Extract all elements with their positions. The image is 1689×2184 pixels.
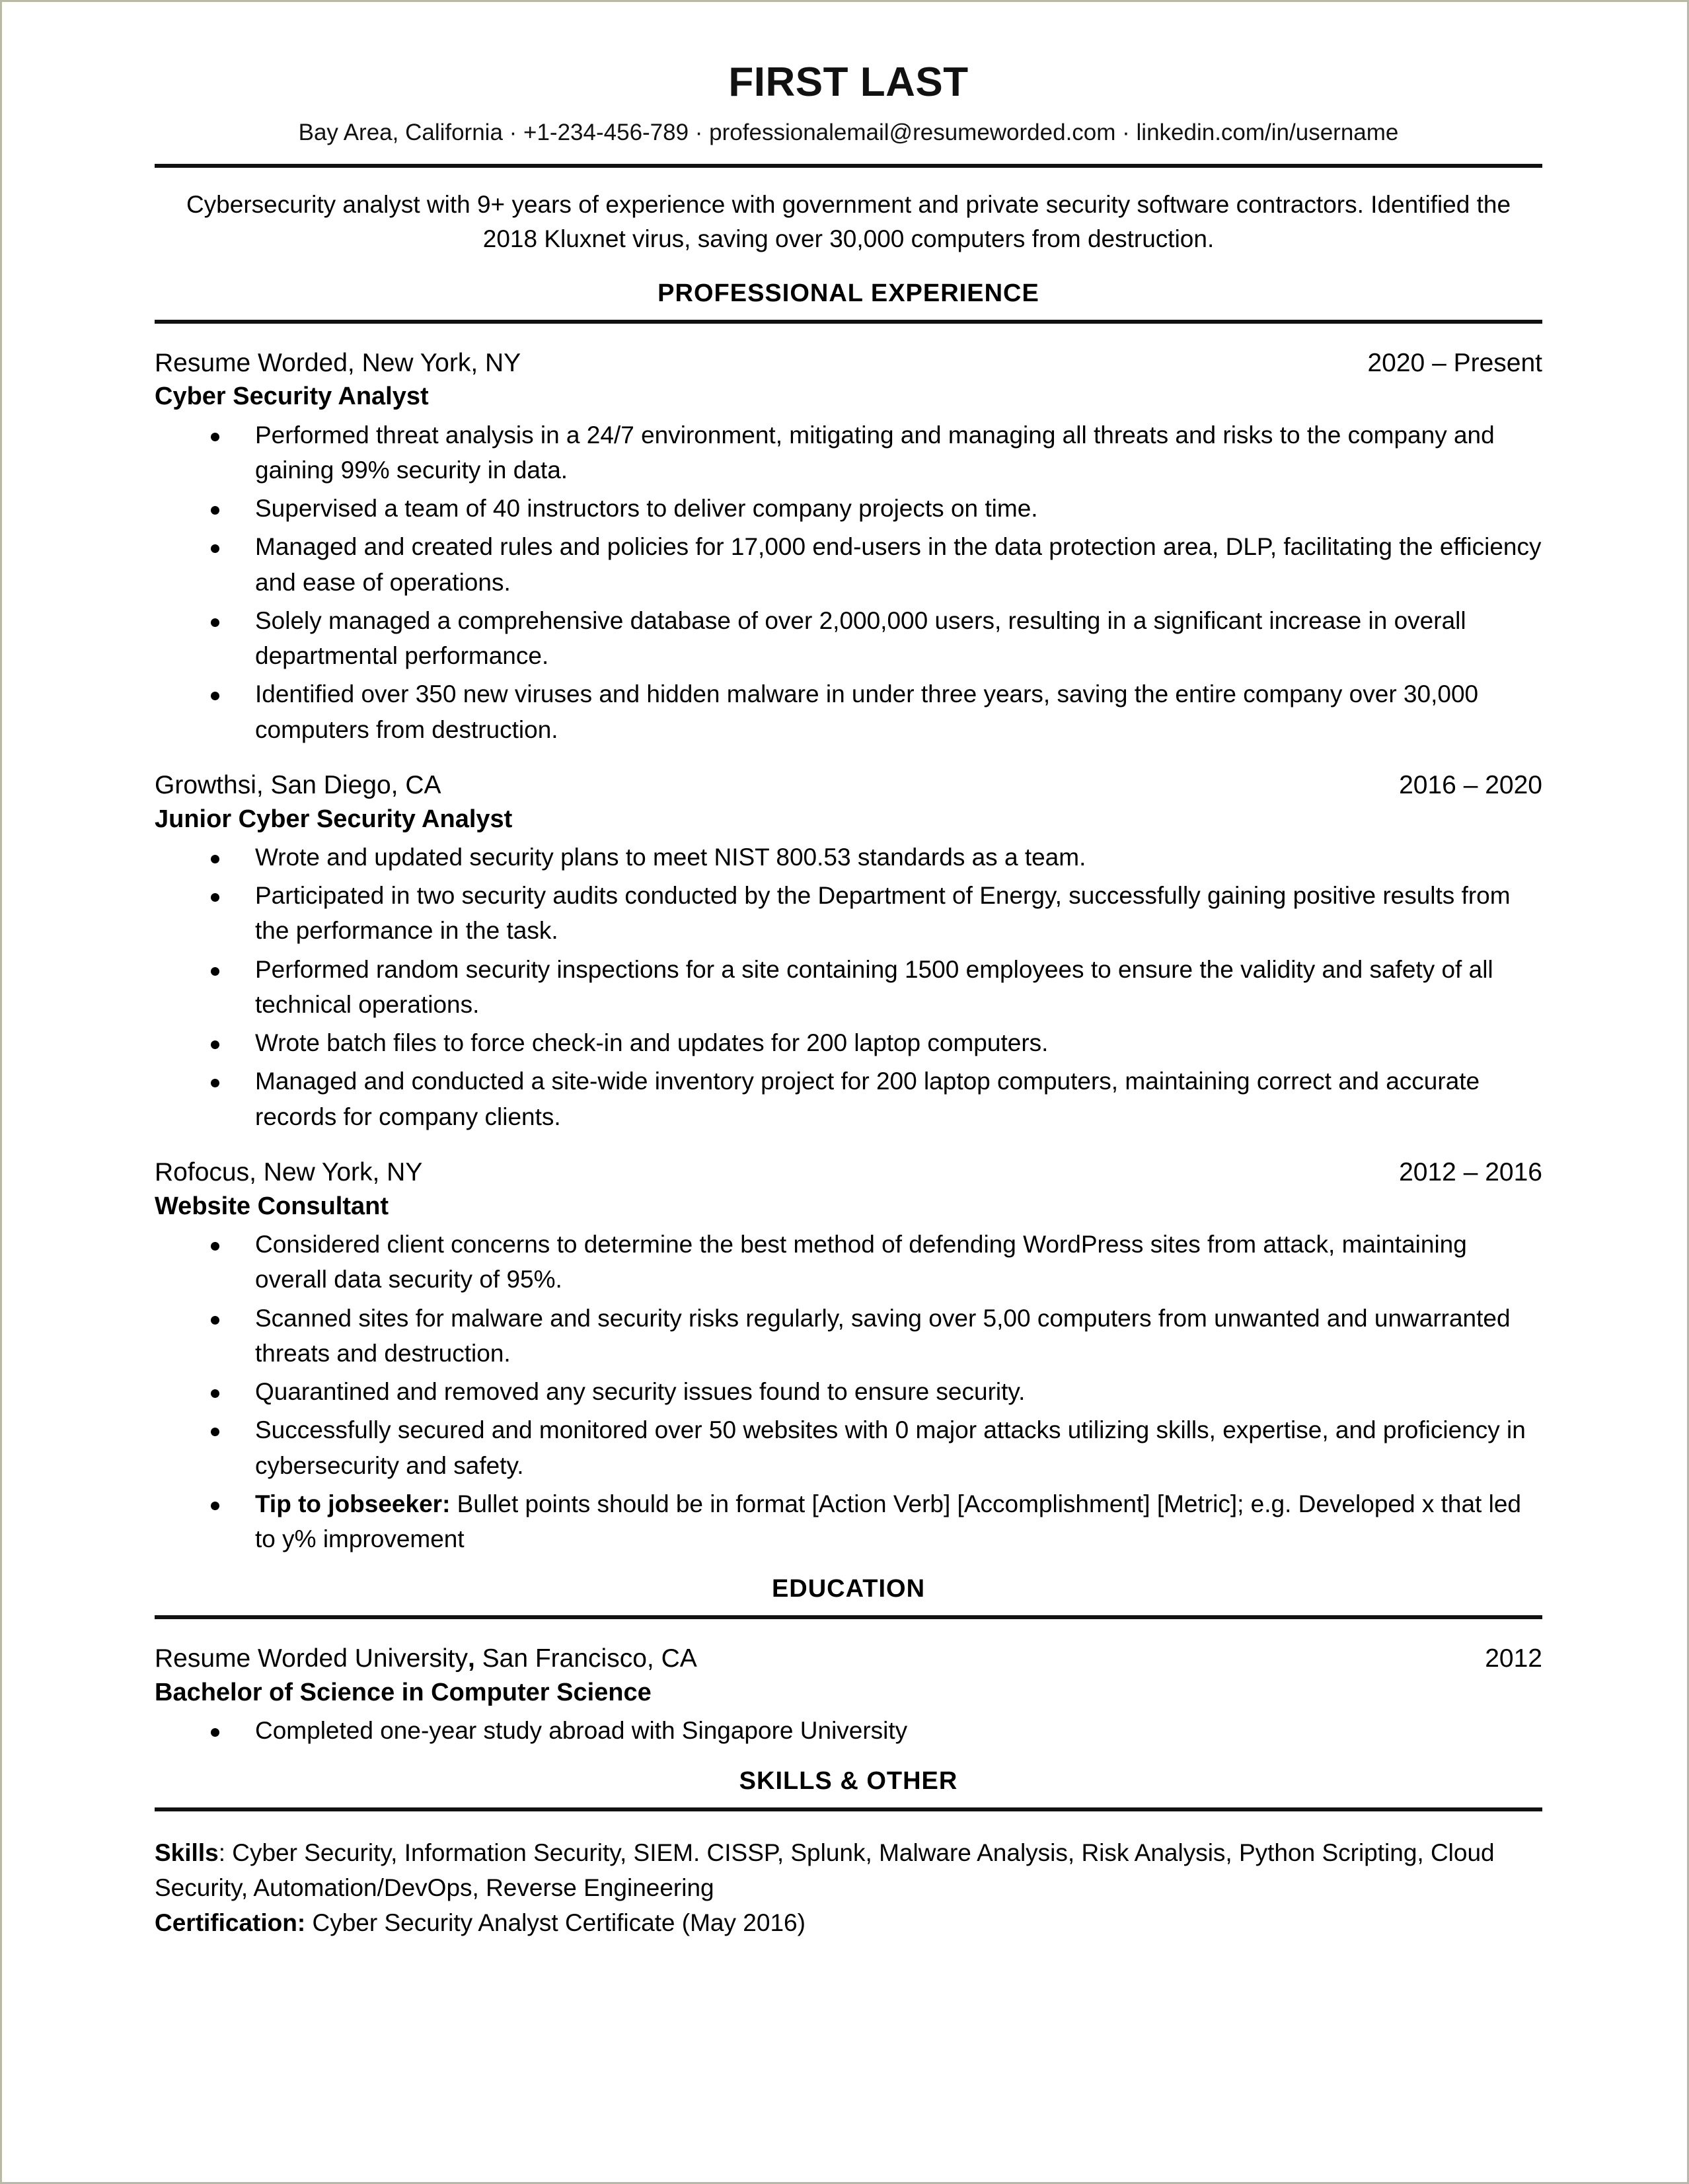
education-bullet-list: [155, 1713, 1542, 1748]
list-item: Identified over 350 new viruses and hidden malware in under three years, saving the entire company over 30,000 computers from destruction.: [155, 676, 1542, 747]
experience-entry: [155, 1157, 1542, 1556]
education-school-line: [155, 1643, 697, 1675]
list-item: Managed and conducted a site-wide inventory project for 200 laptop computers, maintaining correct and accurate records for company clients.: [155, 1064, 1542, 1134]
list-item: Supervised a team of 40 instructors to deliver company projects on time.: [155, 491, 1542, 526]
experience-bullet-list: [155, 1227, 1542, 1556]
list-item: Considered client concerns to determine the best method of defending WordPress sites from attack, maintaining overall data security of 95%.: [155, 1227, 1542, 1297]
experience-job-title: Website Consultant: [155, 1192, 389, 1220]
header-divider: [155, 164, 1542, 168]
experience-entry: [155, 347, 1542, 747]
section-heading-education: EDUCATION: [771, 1575, 926, 1603]
section-heading-experience: PROFESSIONAL EXPERIENCE: [657, 279, 1039, 307]
experience-job-title: Junior Cyber Security Analyst: [155, 805, 513, 833]
experience-entry: [155, 770, 1542, 1134]
experience-entry-header: [155, 770, 1542, 801]
resume-sheet: [4, 4, 1689, 2184]
list-item: Wrote and updated security plans to meet NIST 800.53 standards as a team.: [155, 840, 1542, 875]
education-school: Resume Worded University: [155, 1644, 468, 1673]
page-title: FIRST LAST: [728, 59, 969, 105]
list-item: Participated in two security audits conducted by the Department of Energy, successfully gaining positive results from the performance in the task.: [155, 878, 1542, 949]
resume-content: [155, 4, 1542, 1940]
experience-job-title: Cyber Security Analyst: [155, 382, 429, 411]
certification-label: Certification:: [155, 1909, 306, 1937]
list-item: Managed and created rules and policies for 17,000 end-users in the data protection area, DLP, facilitating the efficiency and ease of operations.: [155, 529, 1542, 600]
experience-entry-header: [155, 1157, 1542, 1188]
list-item: Performed threat analysis in a 24/7 environment, mitigating and managing all threats and risks to the company and gaining 99% security in data.: [155, 418, 1542, 488]
certification-line: [155, 1905, 1542, 1940]
experience-org: Resume Worded, New York, NY: [155, 348, 521, 377]
experience-date: 2012 – 2016: [1399, 1158, 1542, 1187]
skills-divider: [155, 1807, 1542, 1811]
education-date: 2012: [1485, 1644, 1542, 1673]
skills-block: [155, 1835, 1542, 1941]
experience-org: Growthsi, San Diego, CA: [155, 770, 441, 799]
list-item: Wrote batch files to force check-in and updates for 200 laptop computers.: [155, 1025, 1542, 1060]
list-item: Solely managed a comprehensive database of over 2,000,000 users, resulting in a significant increase in overall departmental performance.: [155, 603, 1542, 674]
education-entry-header: [155, 1643, 1542, 1675]
tip-label: Tip to jobseeker:: [255, 1490, 451, 1517]
section-heading-skills: SKILLS & OTHER: [739, 1766, 958, 1795]
skills-line: [155, 1835, 1542, 1906]
experience-bullet-list: [155, 840, 1542, 1134]
education-school-comma: ,: [467, 1644, 475, 1673]
skills-label: Skills: [155, 1838, 219, 1866]
list-item: Quarantined and removed any security issues found to ensure security.: [155, 1374, 1542, 1409]
certification-value: Cyber Security Analyst Certificate (May 2016): [305, 1909, 806, 1937]
experience-bullet-list: [155, 418, 1542, 747]
summary-paragraph: Cybersecurity analyst with 9+ years of experience with government and private security software contractors. Identified the 2018 Kluxnet virus, saving over 30,000 computers from destruction.: [186, 190, 1511, 253]
experience-entry-header: [155, 347, 1542, 379]
education-location: San Francisco, CA: [474, 1644, 697, 1673]
skills-value: Cyber Security, Information Security, SIEM. CISSP, Splunk, Malware Analysis, Risk Analysis, Python Scripting, Cloud Security, Automation/DevOps, Reverse Engineering: [155, 1838, 1495, 1901]
list-item: Performed random security inspections for a site containing 1500 employees to ensure the validity and safety of all technical operations.: [155, 952, 1542, 1023]
experience-date: 2020 – Present: [1367, 348, 1542, 377]
list-item: Successfully secured and monitored over 50 websites with 0 major attacks utilizing skills, expertise, and proficiency in cybersecurity and safety.: [155, 1412, 1542, 1483]
contact-line: Bay Area, California · +1-234-456-789 · professionalemail@resumeworded.com · linkedin.com/in/username: [298, 120, 1399, 145]
experience-divider: [155, 320, 1542, 324]
tip-text: Bullet points should be in format [Action Verb] [Accomplishment] [Metric]; e.g. Developed x that led to y% improvement: [255, 1490, 1521, 1553]
list-item: Completed one-year study abroad with Singapore University: [155, 1713, 1542, 1748]
experience-date: 2016 – 2020: [1399, 770, 1542, 799]
education-degree: Bachelor of Science in Computer Science: [155, 1678, 652, 1706]
experience-org: Rofocus, New York, NY: [155, 1158, 423, 1187]
list-item-tip: [155, 1486, 1542, 1557]
list-item: Scanned sites for malware and security risks regularly, saving over 5,00 computers from unwanted and unwarranted threats and destruction.: [155, 1301, 1542, 1371]
education-divider: [155, 1615, 1542, 1619]
skills-colon: :: [218, 1838, 233, 1866]
